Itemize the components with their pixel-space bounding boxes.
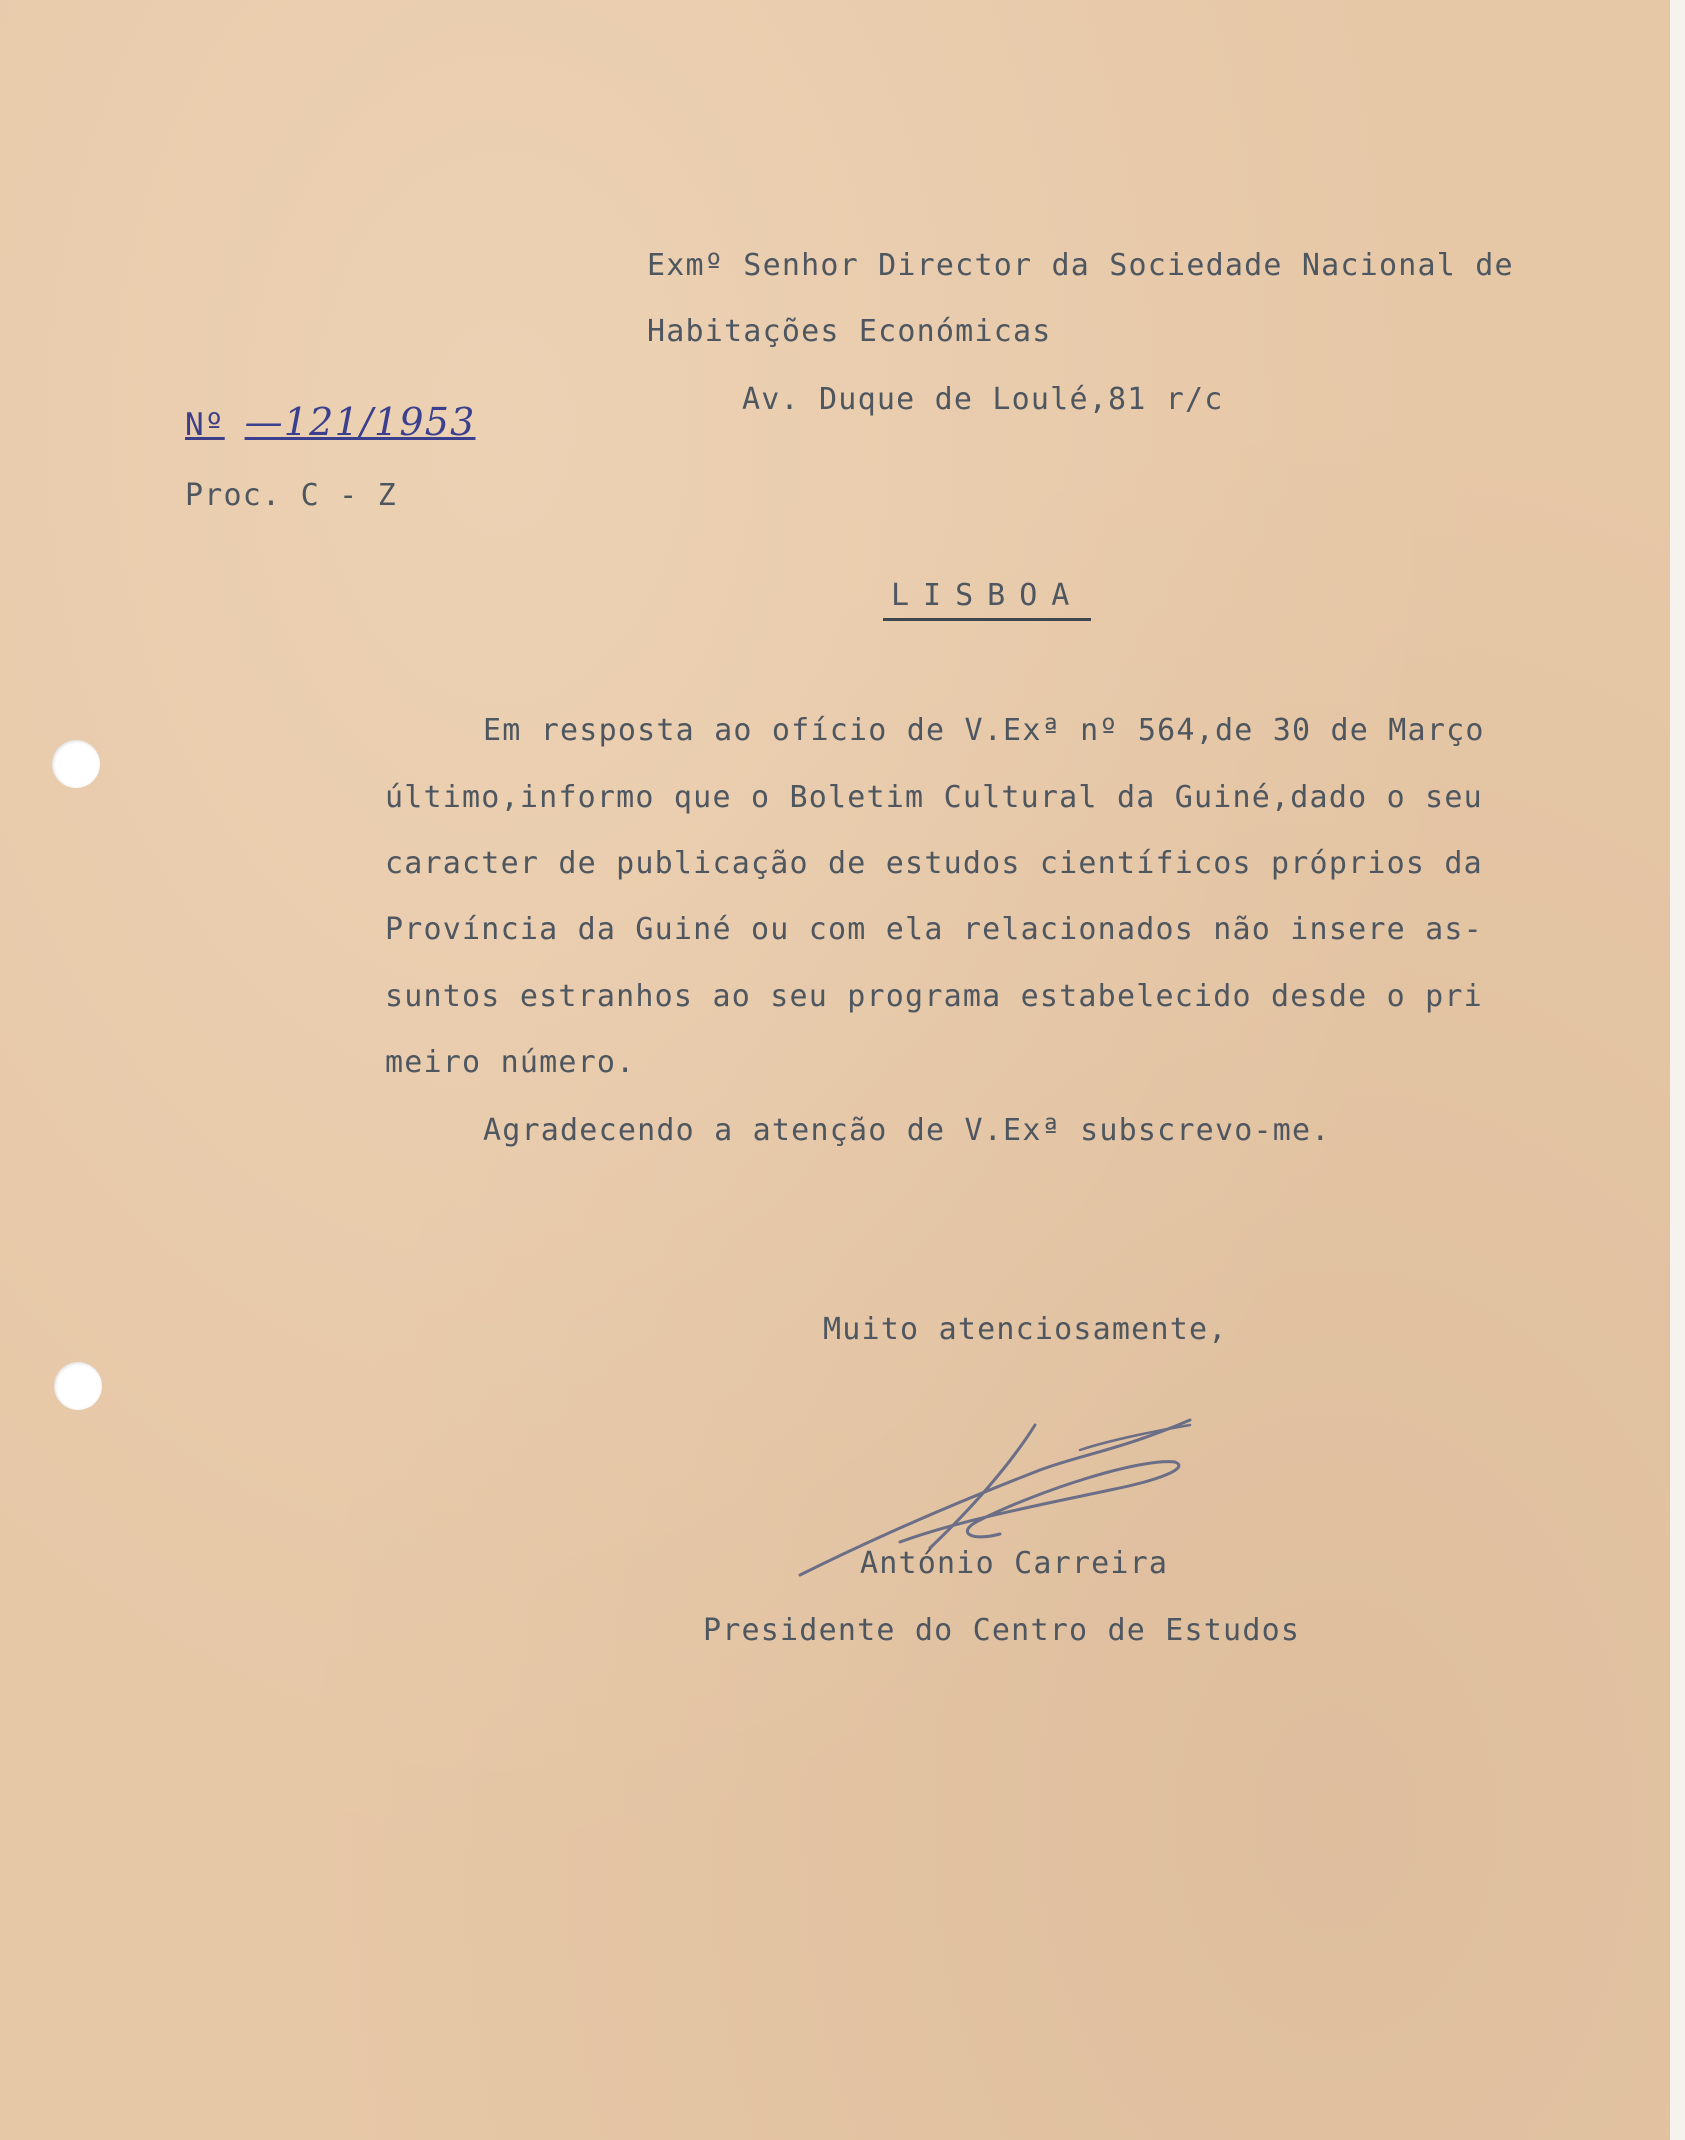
reference-number [185, 400, 476, 444]
scan-margin [1670, 0, 1685, 2140]
reference-handwritten-number: —121/1953 [244, 400, 476, 444]
punch-hole-top [52, 740, 100, 788]
addressee-line-2: Habitações Económicas [647, 314, 1052, 349]
body-line-1: Em resposta ao ofício de V.Exª nº 564,de 30 de Março [483, 713, 1485, 748]
salutation: Muito atenciosamente, [823, 1312, 1228, 1347]
city-heading: LISBOA [883, 578, 1091, 621]
signer-name: António Carreira [860, 1546, 1169, 1581]
addressee-address: Av. Duque de Loulé,81 r/c [742, 382, 1224, 417]
body-line-2: último,informo que o Boletim Cultural da Guiné,dado o seu [385, 780, 1483, 815]
body-line-3: caracter de publicação de estudos científicos próprios da [385, 846, 1483, 881]
punch-hole-bottom [54, 1362, 102, 1410]
body-line-4: Província da Guiné ou com ela relacionados não insere as- [385, 912, 1483, 947]
reference-prefix: Nº [185, 407, 225, 443]
addressee-line-1: Exmº Senhor Director da Sociedade Nacional de [647, 248, 1514, 283]
body-line-5: suntos estranhos ao seu programa estabelecido desde o pri [385, 979, 1483, 1014]
process-code: Proc. C - Z [185, 478, 397, 513]
signer-title: Presidente do Centro de Estudos [703, 1613, 1301, 1648]
body-line-6: meiro número. [385, 1045, 636, 1080]
closing-sentence: Agradecendo a atenção de V.Exª subscrevo-me. [483, 1113, 1331, 1148]
